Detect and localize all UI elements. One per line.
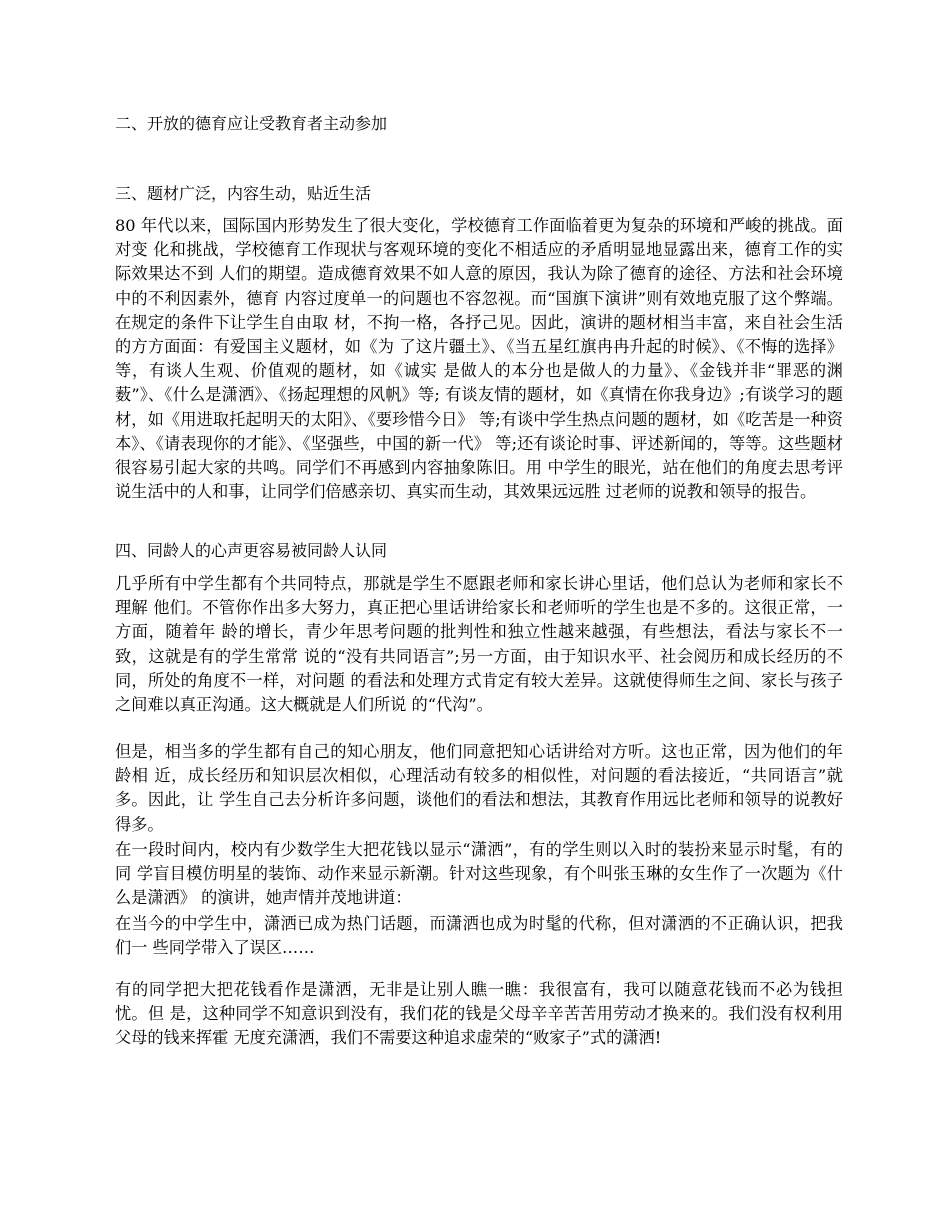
- section-heading-3: 三、题材广泛，内容生动，贴近生活: [115, 184, 372, 203]
- paragraph-1: 80 年代以来，国际国内形势发生了很大变化，学校德育工作面临着更为复杂的环境和严峻的挑战。面对变 化和挑战，学校德育工作现状与客观环境的变化不相适应的矛盾明显地显露出来，德育工作的实际效果达不到 人们的期望。造成德育效果不如人意的原因，我认为除了德育的途径、方法和社会环境中的不利因素外，德育 内容过度单一的问题也不容忽视。而“国旗下演讲”则有效地克服了这个弊端。在规定的条件下让学生自由取 材，不拘一格，各抒己见。因此，演讲的题材相当丰富，来自社会生活的方方面面：有爱国主义题材，如《为 了这片疆土》、《当五星红旗冉冉升起的时候》、《不悔的选择》等，有谈人生观、价值观的题材，如《诚实 是做人的本分也是做人的力量》、《金钱并非“罪恶的渊薮”》、《什么是潇洒》、《扬起理想的风帆》等; 有谈友情的题材，如《真情在你我身边》;有谈学习的题材，如《用进取托起明天的太阳》、《要珍惜今日》 等;有谈中学生热点问题的题材，如《吃苦是一种资本》、《请表现你的才能》、《坚强些，中国的新一代》 等;还有谈论时事、评述新闻的，等等。这些题材很容易引起大家的共鸣。同学们不再感到内容抽象陈旧。用 中学生的眼光，站在他们的角度去思考评说生活中的人和事，让同学们倍感亲切、真实而生动，其效果远远胜 过老师的说教和领导的报告。: [115, 216, 843, 502]
- section-heading-2: 二、开放的德育应让受教育者主动参加: [115, 114, 388, 133]
- paragraph-3: 但是，相当多的学生都有自己的知心朋友，他们同意把知心话讲给对方听。这也正常，因为他们的年龄相 近，成长经历和知识层次相似，心理活动有较多的相似性，对问题的看法接近，“共同语言”就多。因此，让 学生自己去分析许多问题，谈他们的看法和想法，其教育作用远比老师和领导的说教好得多。: [115, 742, 843, 834]
- paragraph-6: 有的同学把大把花钱看作是潇洒，无非是让别人瞧一瞧：我很富有，我可以随意花钱而不必为钱担忧。但 是，这种同学不知意识到没有，我们花的钱是父母辛辛苦苦用劳动才换来的。我们没有权利用父母的钱来挥霍 无度充潇洒，我们不需要这种追求虚荣的“败家子”式的潇洒!: [115, 980, 843, 1048]
- section-heading-4: 四、同龄人的心声更容易被同龄人认同: [115, 541, 388, 560]
- paragraph-2: 几乎所有中学生都有个共同特点，那就是学生不愿跟老师和家长讲心里话，他们总认为老师和家长不理解 他们。不管你作出多大努力，真正把心里话讲给家长和老师听的学生也是不多的。这很正常，一方面，随着年 龄的增长，青少年思考问题的批判性和独立性越来越强，有些想法，看法与家长不一致，这就是有的学生常常 说的“没有共同语言”;另一方面，由于知识水平、社会阅历和成长经历的不同，所处的角度不一样，对问题 的看法和处理方式肯定有较大差异。这就使得师生之间、家长与孩子之间难以真正沟通。这大概就是人们所说 的“代沟”。: [115, 574, 843, 715]
- paragraph-5: 在当今的中学生中，潇洒已成为热门话题，而潇洒也成为时髦的代称，但对潇洒的不正确认识，把我们一 些同学带入了误区……: [115, 914, 843, 958]
- paragraph-4: 在一段时间内，校内有少数学生大把花钱以显示“潇洒”，有的学生则以入时的装扮来显示时髦，有的同 学盲目模仿明星的装饰、动作来显示新潮。针对这些现象，有个叫张玉琳的女生作了一次题为《什么是潇洒》 的演讲，她声情并茂地讲道：: [115, 840, 843, 908]
